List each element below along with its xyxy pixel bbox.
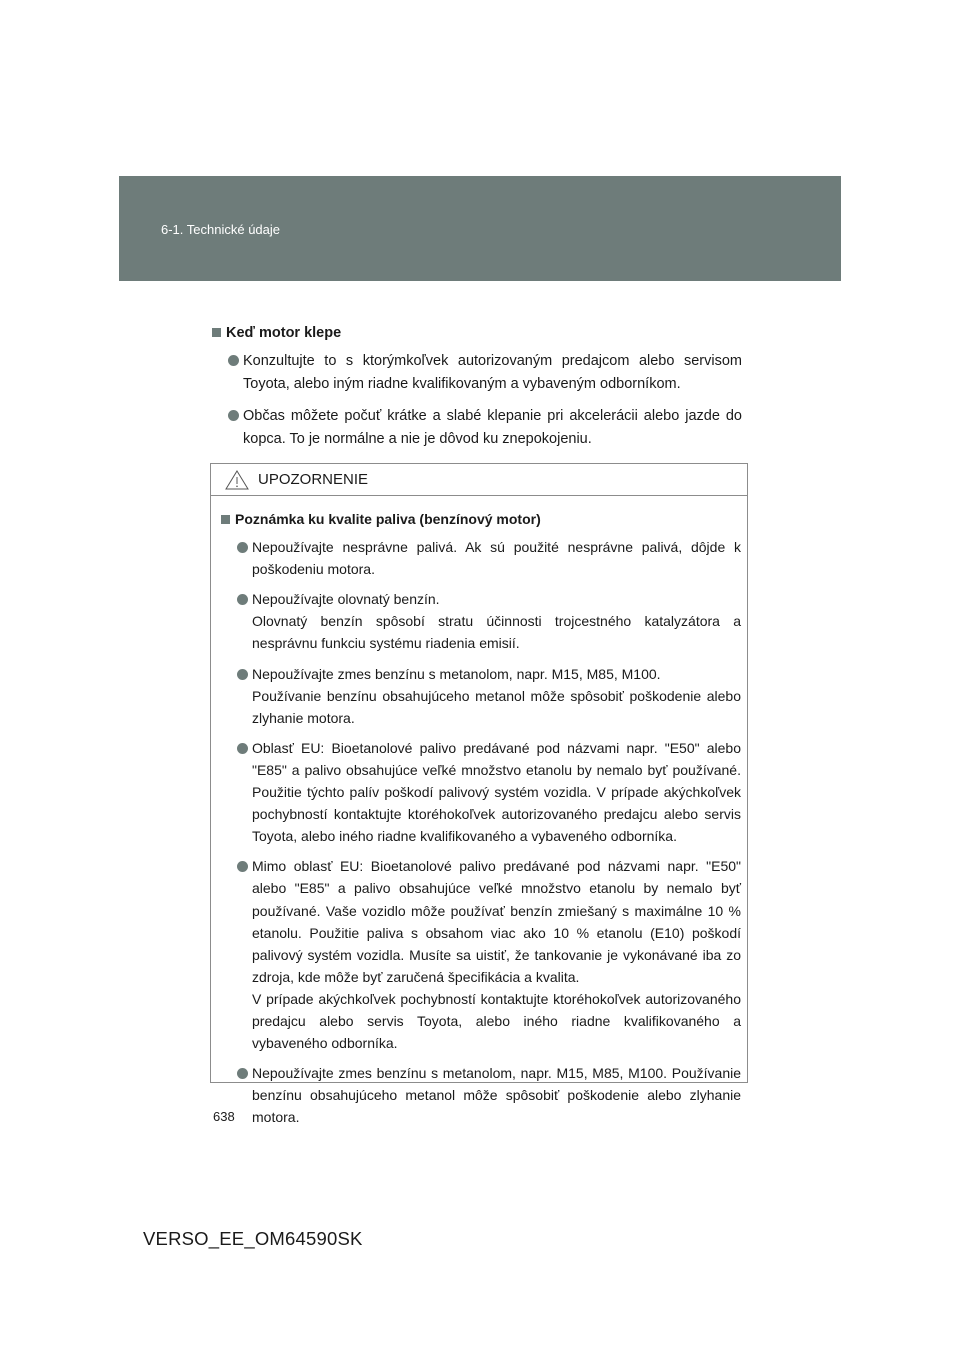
list-item bbox=[237, 588, 741, 654]
breadcrumb: 6-1. Technické údaje bbox=[161, 222, 281, 237]
list-item bbox=[237, 663, 741, 729]
list-item-text: Nepoužívajte olovnatý benzín. Olovnatý benzín spôsobí stratu účinnosti trojcestného katalyzátora a nesprávnu funkciu systému riadenia emisií. bbox=[252, 591, 741, 652]
list-item-text: Oblasť EU: Bioetanolové palivo predávané pod názvami napr. "E50" alebo "E85" a palivo obsahujúce veľké množstvo etanolu by nemalo byť používané. Použitie týchto palív poškodí palivový systém vozidla. V prípade akýchkoľvek pochybností kontaktujte ktoréhokoľvek autorizovaného predajcu alebo servis Toyota, alebo iného riadne kvalifikovaného a vybaveného odborníka. bbox=[252, 739, 741, 845]
section-heading-text: Keď motor klepe bbox=[226, 325, 342, 341]
document-code: VERSO_EE_OM64590SK bbox=[143, 1228, 363, 1249]
page-number: 638 bbox=[213, 1109, 235, 1124]
list-item-text: Nepoužívajte zmes benzínu s metanolom, napr. M15, M85, M100. Používanie benzínu obsahujúceho metanol môže spôsobiť poškodenie alebo zlyhanie motora. bbox=[252, 665, 741, 726]
list-item bbox=[237, 1062, 741, 1128]
list-item-text: Konzultujte to s ktorýmkoľvek autorizovaným predajcom alebo servisom Toyota, alebo iným riadne kvalifikovaným a vybaveným odborníkom. bbox=[243, 353, 742, 392]
warning-heading-text: Poznámka ku kvalite paliva (benzínový motor) bbox=[235, 511, 541, 527]
warning-triangle-icon bbox=[225, 470, 249, 490]
warning-body bbox=[211, 496, 747, 1128]
square-bullet-icon bbox=[212, 328, 221, 337]
list-item-text: Občas môžete počuť krátke a slabé klepanie pri akcelerácii alebo jazde do kopca. To je normálne a nie je dôvod ku znepokojeniu. bbox=[243, 408, 742, 447]
knock-section bbox=[212, 322, 742, 460]
warning-heading bbox=[221, 508, 741, 530]
square-bullet-icon bbox=[221, 515, 230, 524]
round-bullet-icon bbox=[237, 861, 248, 872]
list-item-text: Mimo oblasť EU: Bioetanolové palivo predávané pod názvami napr. "E50" alebo "E85" a palivo obsahujúce veľké množstvo etanolu by nemalo byť používané. Vaše vozidlo môže používať benzín zmiešaný s maximálne 10 % etanolu. Použitie paliva s obsahom viac ako 10 % etanolu (E10) poškodí palivový systém vozidla. Musíte sa uistiť, že tankovanie je vykonávané iba zo zdroja, kde môže byť zaručená špecifikácia a kvalita. V prípade akýchkoľvek pochybností kontaktujte ktoréhokoľvek autorizovaného predajcu alebo servis Toyota, alebo iného riadne kvalifikovaného a vybaveného odborníka. bbox=[252, 858, 741, 1052]
list-item bbox=[237, 737, 741, 847]
list-item-text: Nepoužívajte nesprávne palivá. Ak sú použité nesprávne palivá, dôjde k poškodeniu motora. bbox=[252, 539, 741, 578]
list-item bbox=[237, 855, 741, 1054]
list-item bbox=[228, 350, 742, 396]
round-bullet-icon bbox=[228, 355, 239, 366]
list-item bbox=[237, 536, 741, 580]
round-bullet-icon bbox=[237, 542, 248, 553]
list-item bbox=[228, 405, 742, 451]
round-bullet-icon bbox=[228, 410, 239, 421]
list-item-text: Nepoužívajte zmes benzínu s metanolom, napr. M15, M85, M100. Používanie benzínu obsahujúceho metanol môže spôsobiť poškodenie alebo zlyhanie motora. bbox=[252, 1065, 741, 1126]
round-bullet-icon bbox=[237, 1068, 248, 1079]
warning-header bbox=[211, 464, 747, 496]
round-bullet-icon bbox=[237, 743, 248, 754]
round-bullet-icon bbox=[237, 594, 248, 605]
section-heading bbox=[212, 322, 742, 345]
warning-title: UPOZORNENIE bbox=[258, 471, 369, 488]
header-band bbox=[119, 176, 841, 281]
round-bullet-icon bbox=[237, 669, 248, 680]
